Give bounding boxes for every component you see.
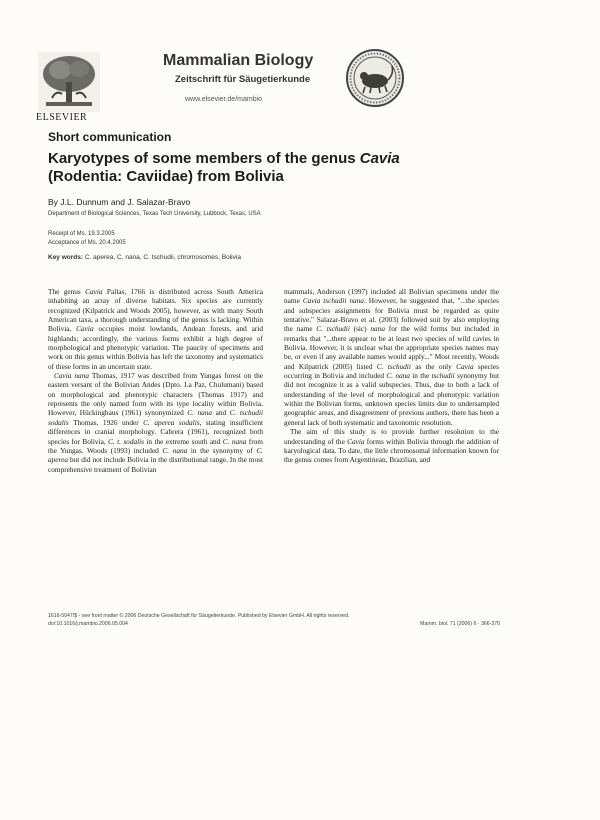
body-column-left (48, 287, 263, 474)
publisher-name: ELSEVIER (36, 112, 88, 123)
receipt-dates (48, 230, 126, 248)
keywords (48, 254, 241, 261)
paragraph: The genus Cavia Pallas, 1766 is distributed across South America inhabiting an array of diverse habitats. Six species are currently recognized (Kilpatrick and Woods 2005), however, as with many South American taxa, a thorough understanding of the genus is lacking. Within Bolivia, Cavia occupies moist lowlands, Andean forests, and arid highlands; accordingly, the various forms exhibit a high degree of morphological and phenotypic variation. The paucity of specimens and work on this genus within Bolivia has left the taxonomy and systematics of these forms in an uncertain state. (48, 287, 263, 371)
doi[interactable]: doi:10.1016/j.mambio.2006.05.004 (48, 621, 128, 627)
society-seal-icon (345, 48, 405, 108)
keywords-list: C. aperea, C. nana, C. tschudii, chromosomes, Bolivia (84, 254, 241, 261)
citation: Mamm. biol. 71 (2006) 6 · 366-370 (420, 621, 500, 627)
copyright-line: 1616-5047/$ - see front matter © 2006 Deutsche Gesellschaft für Säugetierkunde. Published by Elsevier GmbH. All rights reserved. (48, 613, 350, 619)
paragraph: mammals, Anderson (1997) included all Bolivian specimens under the name Cavia tschudii nana. However, he suggested that, "...the species and subspecies assignments for Bolivia must be regarded as quite tentative." Salazar-Bravo et al. (2003) followed suit by also employing the name C. tschudii (sic) nana for the wild forms but included in remarks that "...there appear to be at least two species of wild cavies in Bolivia. However, it is unclear what the appropriate species names may be, or even if any available names would apply..." Most recently, Woods and Kilpatrick (2005) listed C. tschudii as the only Cavia species occurring in Bolivia and included C. nana in the tschudii synonymy but did not recognize it as a valid subspecies. Thus, due to both a lack of understanding of the level of morphological and phenotypic variation within the Bolivian forms, unknown species limits due to undersampled geographic areas, and disagreement of previous authors, there has been a general lack of both systematic and taxonomic resolution. (284, 287, 499, 427)
article-title (48, 150, 508, 186)
receipt-date: Receipt of Ms. 19.3.2005 (48, 231, 115, 237)
keywords-label: Key words: (48, 254, 84, 261)
page-footer (48, 612, 500, 628)
authors: By J.L. Dunnum and J. Salazar-Bravo (48, 197, 191, 207)
body-column-right (284, 287, 499, 465)
footer-row (48, 620, 500, 628)
paragraph: Cavia nana Thomas, 1917 was described from Yungas forest on the eastern versant of the Bolivian Andes (Dpto. La Paz, Chulumani) based on morphological and phenotypic characters (Thomas 1917) and represents the only named form with its type locality within Bolivia. However, Hückinghaus (1961) synonymized C. nana and C. tschudii sodalis Thomas, 1926 under C. aperea sodalis, stating insufficient differences in cranial morphology. Cabrera (1961), recognized both species for Bolivia, C. t. sodalis in the extreme south and C. nana from the Yungas. Woods (1993) included C. nana in the synonymy of C. aperea but did not include Bolivia in the distributional range. In the most comprehensive treatment of Bolivian (48, 371, 264, 474)
journal-subtitle: Zeitschrift für Säugetierkunde (175, 74, 311, 85)
affiliation: Department of Biological Sciences, Texas Tech University, Lubbock, Texas, USA (48, 211, 261, 217)
title-genus: Cavia (359, 150, 400, 167)
title-text-line2: (Rodentia: Caviidae) from Bolivia (48, 168, 284, 185)
elsevier-tree-logo-icon (38, 52, 100, 112)
paragraph: The aim of this study is to provide further resolution to the understanding of the Cavia forms within Bolivia through the addition of karyological data. To date, the little chromosomal information known for the genus comes from Argentinean, Brazilian, and (284, 427, 499, 465)
acceptance-date: Acceptance of Ms. 20.4.2005 (48, 240, 126, 246)
title-text: Karyotypes of some members of the genus (48, 150, 360, 167)
journal-url[interactable]: www.elsevier.de/mambio (185, 96, 263, 103)
journal-title: Mammalian Biology (163, 52, 314, 69)
section-type: Short communication (48, 130, 172, 144)
